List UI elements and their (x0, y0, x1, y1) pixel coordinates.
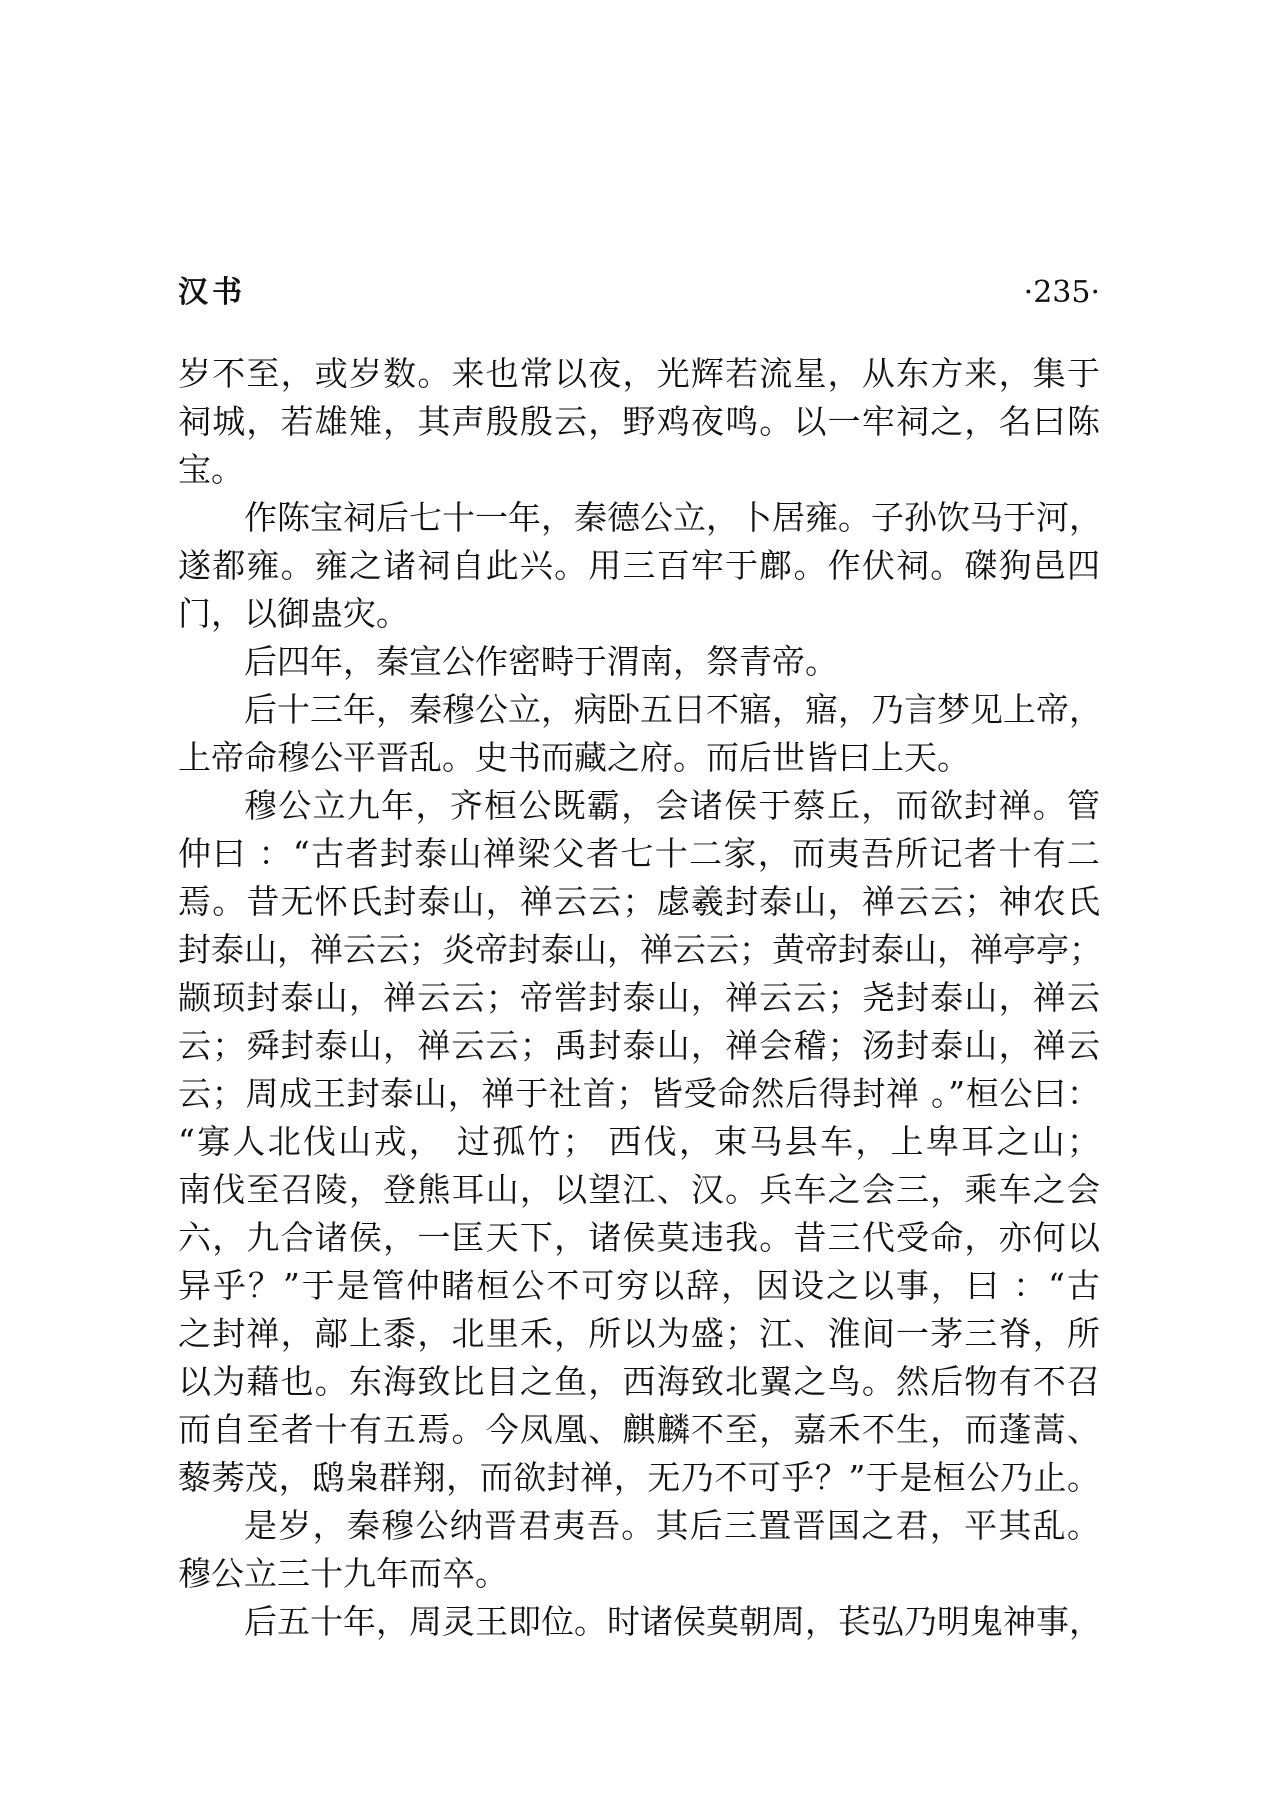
text-line: 穆公立三十九年而卒。 (178, 1554, 508, 1593)
text-line: 云；舜封泰山，禅云云；禹封泰山，禅会稽；汤封泰山，禅云 (178, 1026, 1100, 1065)
text-line: 穆公立九年，齐桓公既霸，会诸侯于蔡丘，而欲封禅。管 (244, 786, 1100, 825)
text-line: 宝。 (178, 450, 244, 489)
text-line: 上帝命穆公平晋乱。史书而藏之府。而后世皆曰上天。 (178, 738, 970, 777)
text-line: 焉。昔无怀氏封泰山，禅云云；虙羲封泰山，禅云云；神农氏 (178, 882, 1100, 921)
text-line: 云；周成王封泰山，禅于社首；皆受命然后得封禅 。”桓公曰： (178, 1074, 1100, 1113)
text-line: 是岁，秦穆公纳晋君夷吾。其后三置晋国之君，平其乱。 (244, 1506, 1100, 1545)
text-line: 颛顼封泰山，禅云云；帝喾封泰山，禅云云；尧封泰山，禅云 (178, 978, 1100, 1017)
book-title: 汉书 (178, 275, 246, 310)
text-line: 以为藉也。东海致比目之鱼，西海致北翼之鸟。然后物有不召 (178, 1362, 1100, 1401)
text-line: 祠城，若雄雉，其声殷殷云，野鸡夜鸣。以一牢祠之，名曰陈 (178, 402, 1100, 441)
running-head (178, 268, 1100, 318)
text-line: 之封禅，鄗上黍，北里禾，所以为盛；江、淮间一茅三脊，所 (178, 1314, 1100, 1353)
text-line: 封泰山，禅云云；炎帝封泰山，禅云云；黄帝封泰山，禅亭亭； (178, 930, 1102, 969)
text-line: 南伐至召陵，登熊耳山，以望江、汉。兵车之会三，乘车之会 (178, 1170, 1100, 1209)
text-line: 后四年，秦宣公作密畤于渭南，祭青帝。 (244, 642, 838, 681)
page-number: ·235· (1023, 275, 1100, 310)
text-line: 门，以御蛊灾。 (178, 594, 409, 633)
text-line: 异乎？”于是管仲睹桓公不可穷以辞，因设之以事，曰 ：“古 (178, 1266, 1100, 1305)
text-line: 遂都雍。雍之诸祠自此兴。用三百牢于鄜。作伏祠。磔狗邑四 (178, 546, 1100, 585)
text-line: 而自至者十有五焉。今凤凰、麒麟不至，嘉禾不生，而蓬蒿、 (178, 1410, 1100, 1449)
text-line: “寡人北伐山戎， 过孤竹； 西伐，束马县车，上卑耳之山； (178, 1122, 1100, 1161)
text-line: 后十三年，秦穆公立，病卧五日不寤，寤，乃言梦见上帝， (244, 690, 1102, 729)
text-line: 六，九合诸侯，一匡天下，诸侯莫违我。昔三代受命，亦何以 (178, 1218, 1100, 1257)
text-line: 仲曰 ：“古者封泰山禅梁父者七十二家，而夷吾所记者十有二 (178, 834, 1100, 873)
body-text (178, 350, 1100, 1646)
text-line: 岁不至，或岁数。来也常以夜，光辉若流星，从东方来，集于 (178, 354, 1100, 393)
text-line: 后五十年，周灵王即位。时诸侯莫朝周，苌弘乃明鬼神事， (244, 1602, 1102, 1641)
text-line: 作陈宝祠后七十一年，秦德公立，卜居雍。子孙饮马于河， (244, 498, 1102, 537)
text-line: 藜莠茂，鸱枭群翔，而欲封禅，无乃不可乎？”于是桓公乃止。 (178, 1458, 1100, 1497)
